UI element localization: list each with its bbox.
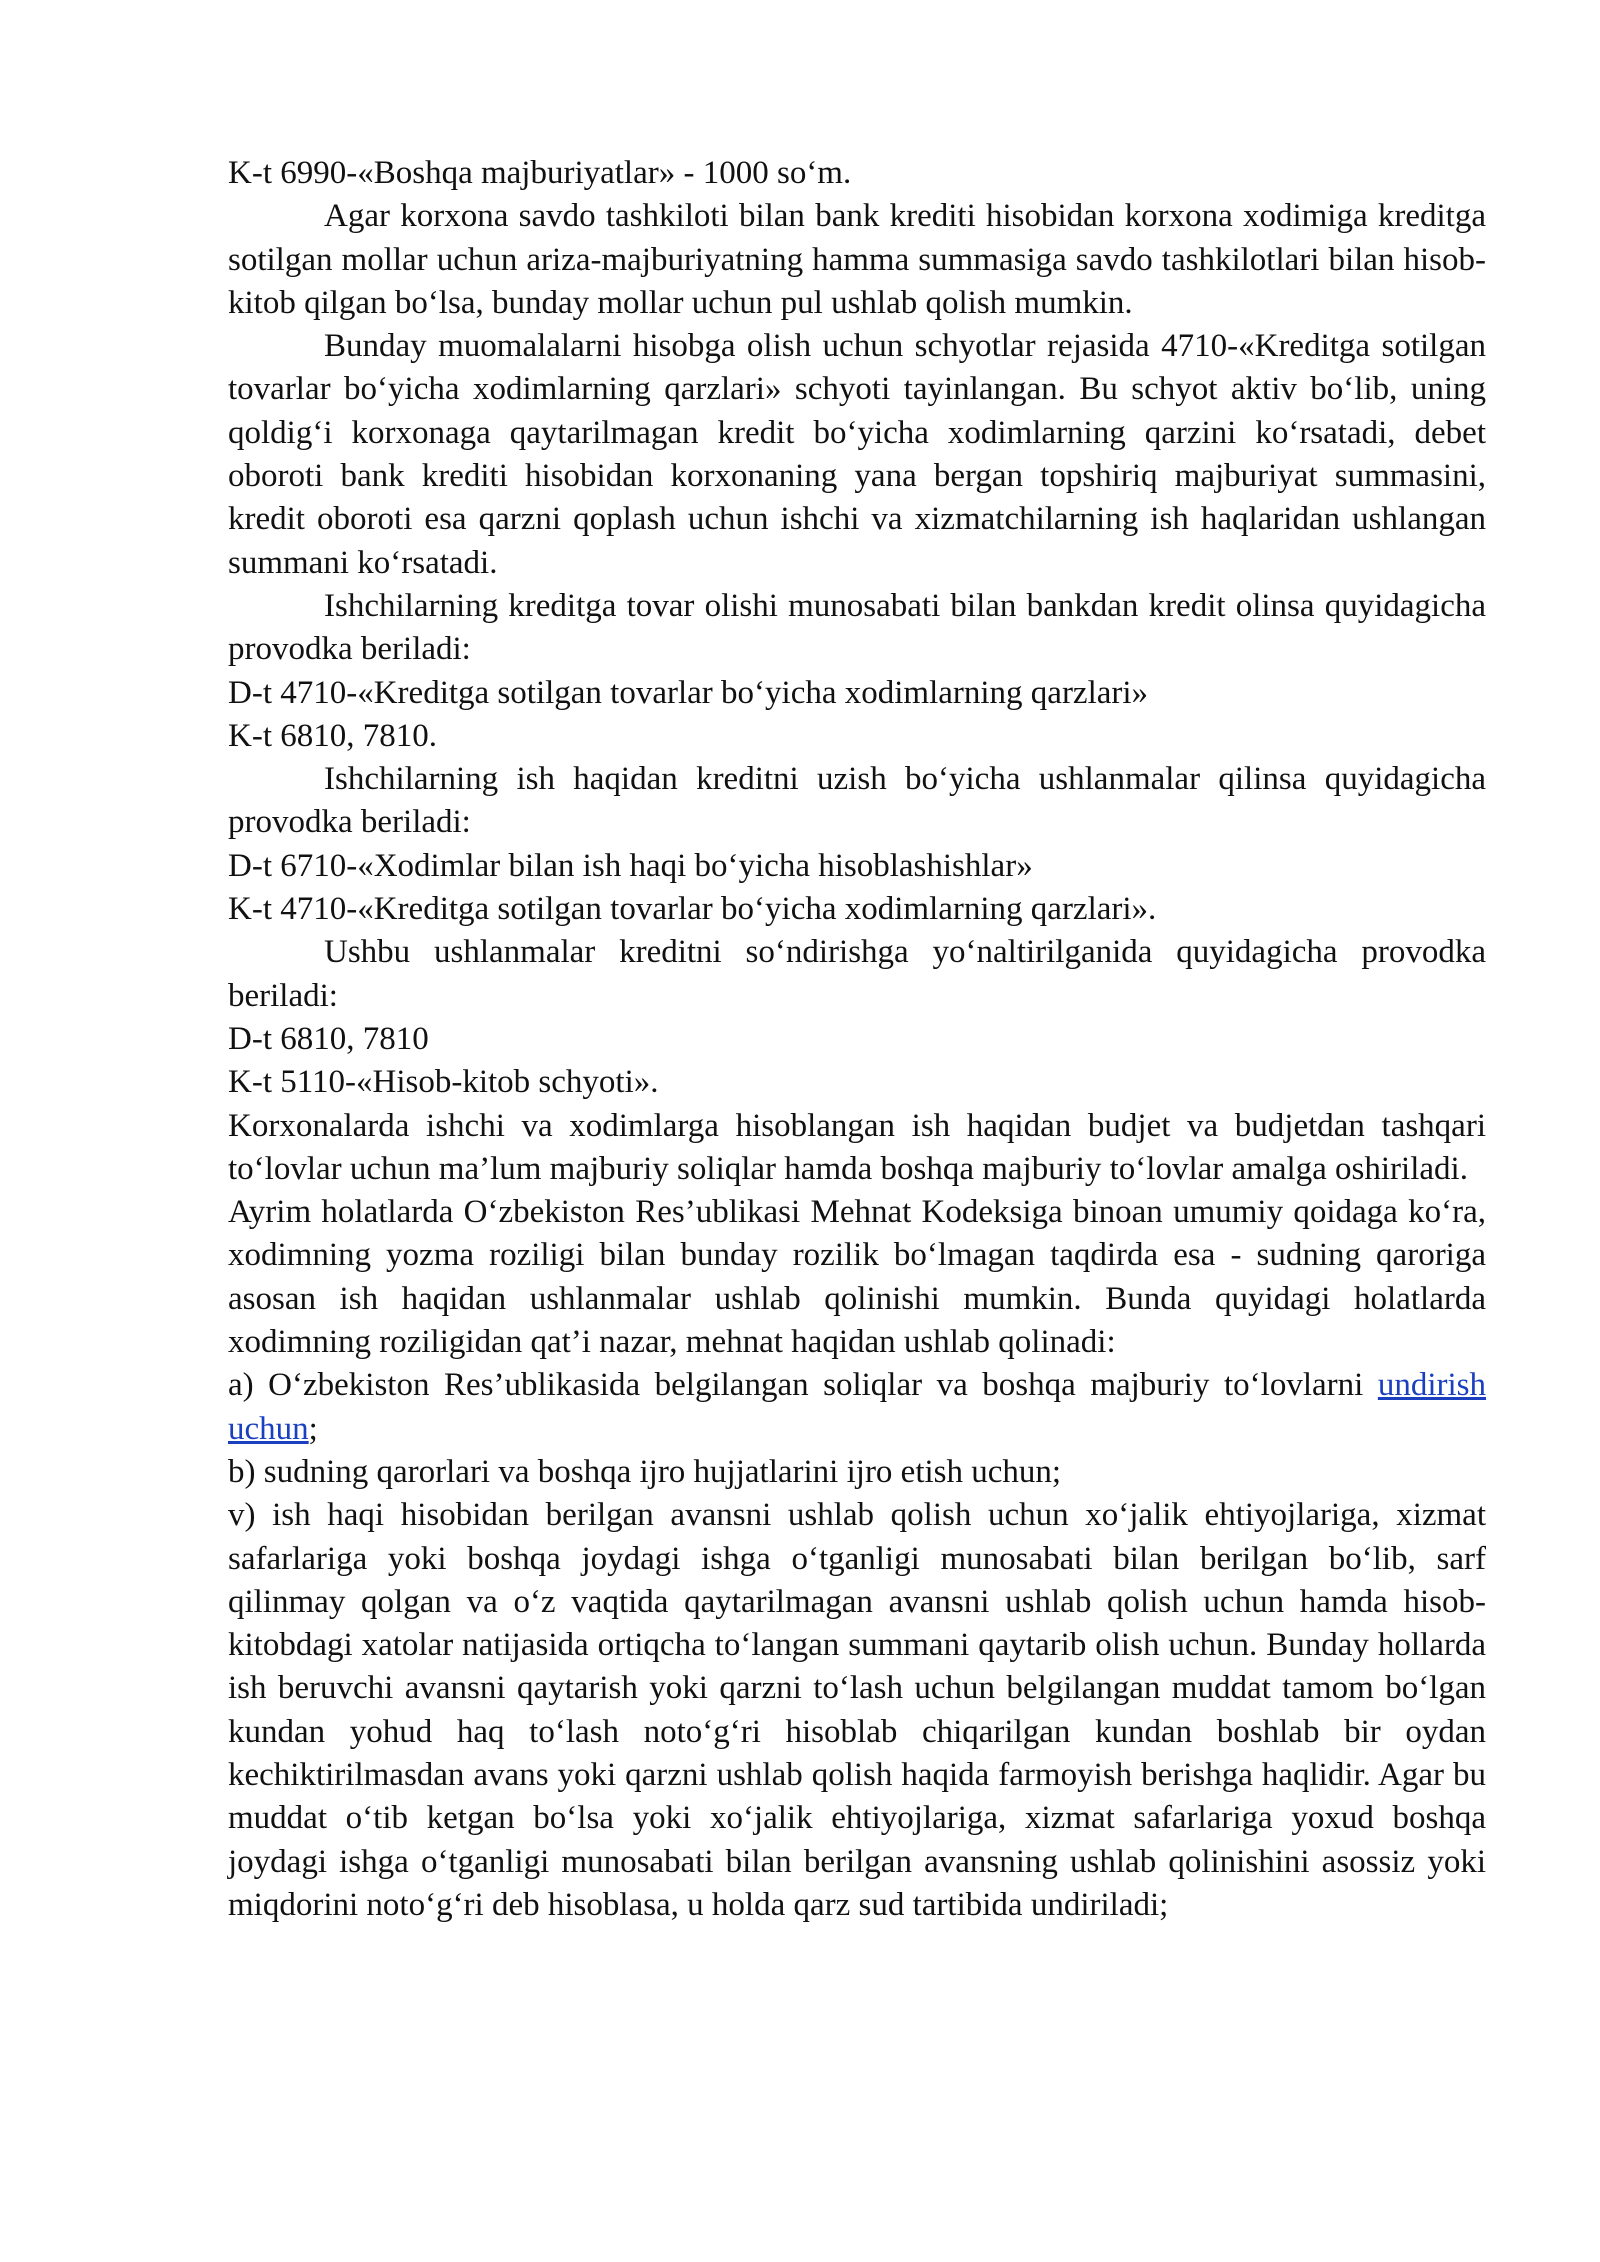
undirish-uchun-link[interactable]: undirish uchun [228, 1367, 1486, 1447]
paragraph-2: Agar korxona savdo tashkiloti bilan bank krediti hisobidan korxona xodimiga kreditga sotilgan mollar uchun ariza-majburiyatning hamma summasiga savdo tashkilotlari bilan hisob-kitob qilgan bo‘lsa, bunday mollar uchun pul ushlab qolish mumkin. [228, 198, 1486, 321]
document-page [228, 152, 1486, 1927]
list-item-b: b) sudning qarorlari va boshqa ijro hujjatlarini ijro etish uchun; [228, 1453, 1062, 1490]
paragraph-3: Bunday muomalalarni hisobga olish uchun schyotlar rejasida 4710-«Kreditga sotilgan tovarlar bo‘yicha xodimlarning qarzlari» schyoti tayinlangan. Bu schyot aktiv bo‘lib, uning qoldig‘i korxonaga qaytarilmagan kredit bo‘yicha xodimlarning qarzini ko‘rsatadi, debet oboroti bank krediti hisobidan korxonaning yana bergan topshiriq majburiyat summasini, kredit oboroti esa qarzni qoplash uchun ishchi va xizmatchilarning ish haqlaridan ushlangan summani ko‘rsatadi. [228, 328, 1486, 581]
list-item-v: v) ish haqi hisobidan berilgan avansni ushlab qolish uchun xo‘jalik ehtiyojlariga, xizmat safarlariga yoki boshqa joydagi ishga o‘tganligi munosabati bilan berilgan bo‘lib, sarf qilinmay qolgan va o‘z vaqtida qaytarilmagan avansni ushlab qolish uchun hamda hisob-kitobdagi xatolar natijasida ortiqcha to‘langan summani qaytarib olish uchun. Bunday hollarda ish beruvchi avansni qaytarish yoki qarzni to‘lash uchun belgilangan muddat tamom bo‘lgan kundan yohud haq to‘lash noto‘g‘ri hisoblab chiqarilgan kundan boshlab bir oydan kechiktirilmasdan avans yoki qarzni ushlab qolish haqida farmoyish berishga haqlidir. Agar bu muddat o‘tib ketgan bo‘lsa yoki xo‘jalik ehtiyojlariga, xizmat safarlariga yoxud boshqa joydagi ishga o‘tganligi munosabati bilan berilgan avansning ushlab qolinishini asossiz yoki miqdorini noto‘g‘ri deb hisoblasa, u holda qarz sud tartibida undiriladi; [228, 1497, 1486, 1923]
entry-debit-6810: D-t 6810, 7810 [228, 1020, 429, 1057]
paragraph-4: Ishchilarning kreditga tovar olishi munosabati bilan bankdan kredit olinsa quyidagicha provodka beriladi: [228, 587, 1486, 668]
entry-debit-4710: D-t 4710-«Kreditga sotilgan tovarlar bo‘yicha xodimlarning qarzlari» [228, 674, 1149, 711]
paragraph-7: Korxonalarda ishchi va xodimlarga hisoblangan ish haqidan budjet va budjetdan tashqari to‘lovlar uchun ma’lum majburiy soliqlar hamda boshqa majburiy to‘lovlar amalga oshiriladi. [228, 1107, 1486, 1187]
paragraph-8: Ayrim holatlarda O‘zbekiston Res’ublikasi Mehnat Kodeksiga binoan umumiy qoidaga ko‘ra, xodimning yozma roziligi bilan bunday rozilik bo‘lmagan taqdirda esa - sudning qaroriga asosan ish haqidan ushlanmalar ushlab qolinishi mumkin. Bunda quyidagi holatlarda xodimning roziligidan qat’i nazar, mehnat haqidan ushlab qolinadi: [228, 1194, 1486, 1361]
entry-credit-6810: K-t 6810, 7810. [228, 717, 437, 754]
list-item-a [228, 1364, 1486, 1451]
entry-credit-4710: K-t 4710-«Kreditga sotilgan tovarlar bo‘yicha xodimlarning qarzlari». [228, 891, 1157, 928]
paragraph-5: Ishchilarning ish haqidan kreditni uzish bo‘yicha ushlanmalar qilinsa quyidagicha provodka beriladi: [228, 761, 1486, 841]
entry-debit-6710: D-t 6710-«Xodimlar bilan ish haqi bo‘yicha hisoblashishlar» [228, 847, 1033, 884]
paragraph-6: Ushbu ushlanmalar kreditni so‘ndirishga yo‘naltirilganida quyidagicha provodka beriladi: [228, 934, 1486, 1014]
list-item-a-text: a) O‘zbekiston Res’ublikasida belgilangan soliqlar va boshqa majburiy to‘lovlarni [228, 1367, 1378, 1404]
list-item-a-end: ; [308, 1410, 318, 1447]
paragraph-1: K-t 6990-«Boshqa majburiyatlar» - 1000 so‘m. [228, 155, 852, 191]
entry-credit-5110: K-t 5110-«Hisob-kitob schyoti». [228, 1064, 659, 1101]
